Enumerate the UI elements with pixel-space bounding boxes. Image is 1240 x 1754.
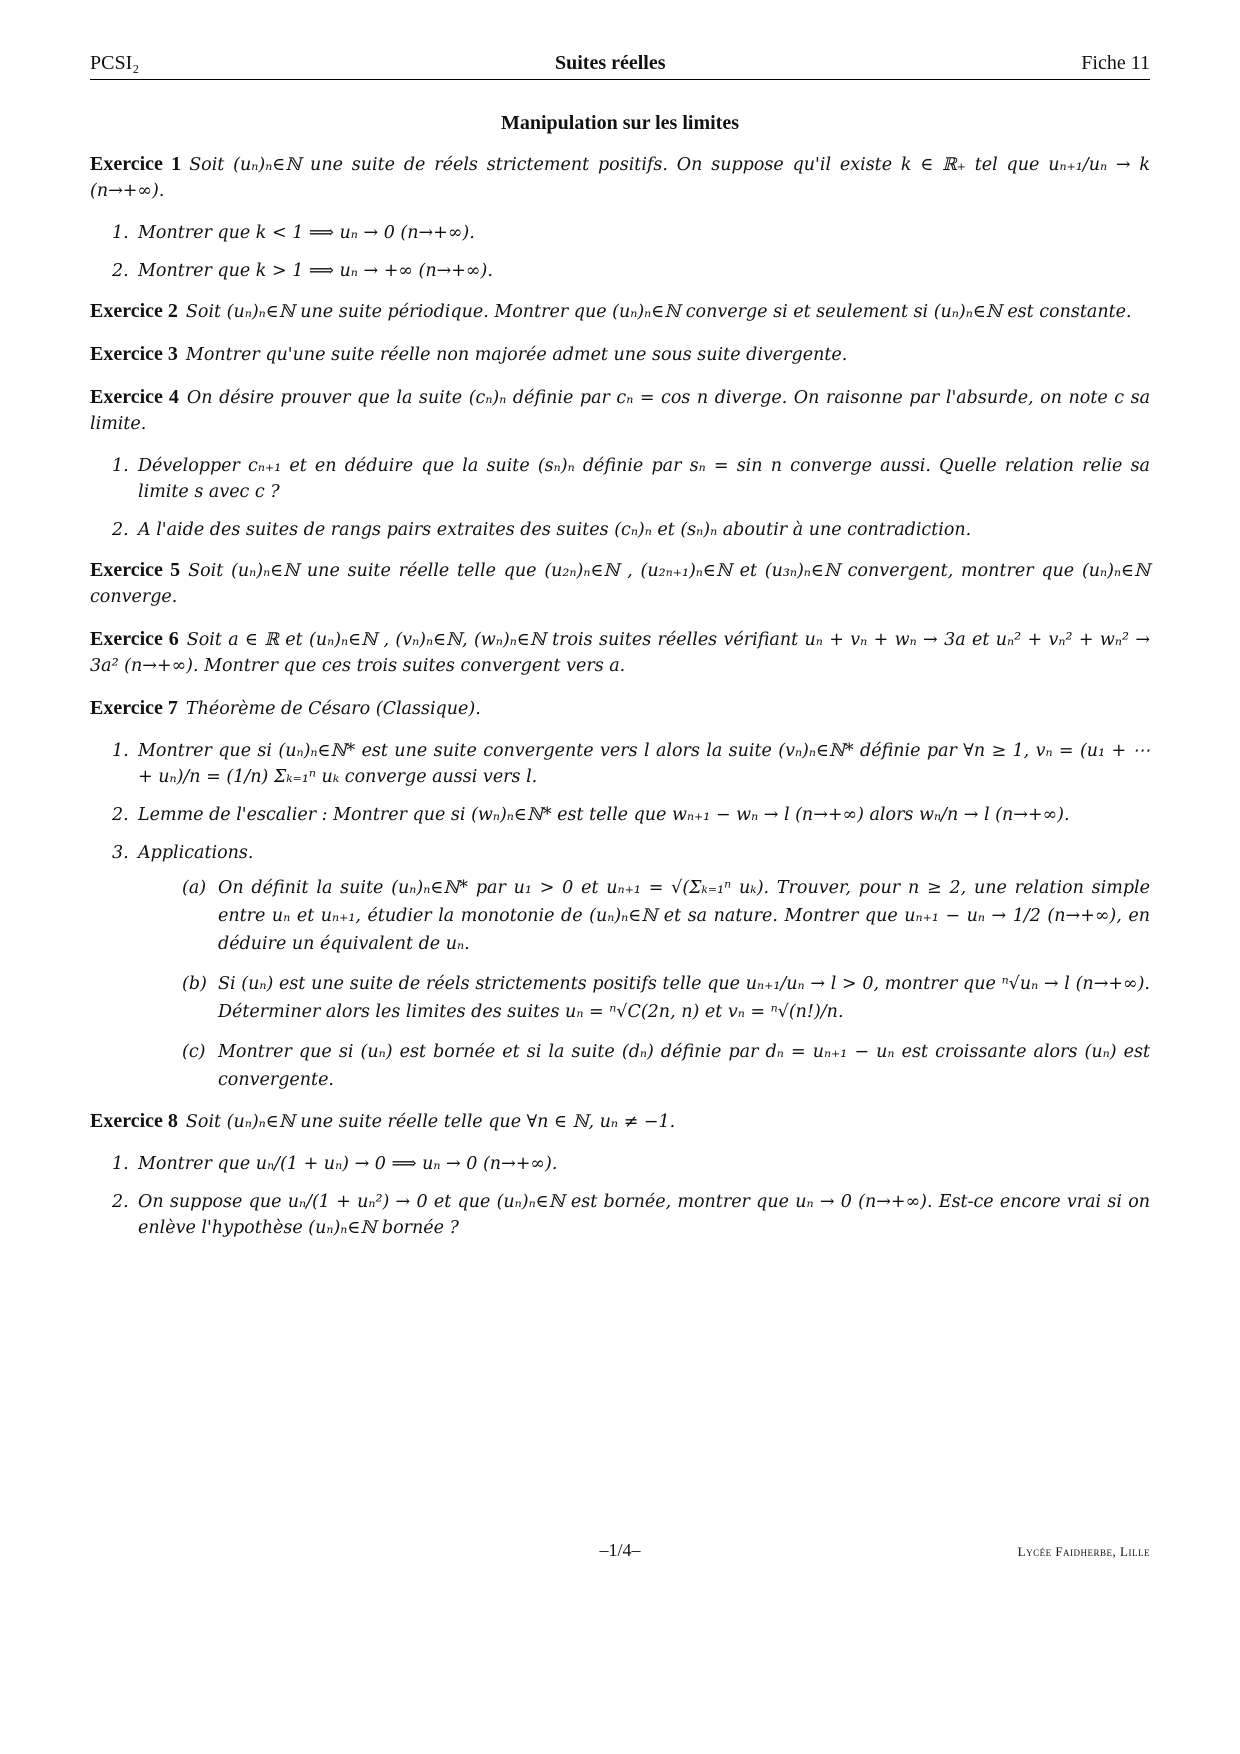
header-sheet-number: Fiche 11 [1081, 52, 1150, 74]
question-item [112, 1151, 1150, 1177]
school-name: Lycée Faidherbe, Lille [1017, 1544, 1150, 1559]
exercise-label: Exercice 6 [90, 628, 179, 650]
application-item [182, 874, 1150, 958]
header-title: Suites réelles [554, 52, 666, 74]
exercise-8-questions [90, 1151, 1150, 1241]
exercise-6 [90, 626, 1150, 679]
question-item [112, 1189, 1150, 1241]
header-class: PCSI₂ [90, 52, 140, 74]
question-number: 2. [112, 520, 129, 540]
exercise-2 [90, 298, 1150, 325]
exercise-statement: Soit (uₙ)ₙ∈ℕ une suite réelle telle que ∀n ∈ ℕ, uₙ ≠ −1. [185, 1112, 676, 1132]
application-letter: (a) [182, 878, 207, 898]
question-number: 2. [112, 261, 129, 281]
exercise-1-questions [90, 220, 1150, 284]
question-item [112, 802, 1150, 828]
application-text: On définit la suite (uₙ)ₙ∈ℕ* par u₁ > 0 et uₙ₊₁ = √(Σₖ₌₁ⁿ uₖ). Trouver, pour n ≥ 2, une relation simple entre uₙ et uₙ₊₁, étudier la monotonie de (uₙ)ₙ∈ℕ et sa nature. Montrer que uₙ₊₁ − uₙ → 1/2 (n→+∞), en déduire un équivalent de uₙ. [218, 878, 1150, 954]
page-footer [90, 1540, 1150, 1570]
application-text: Montrer que si (uₙ) est bornée et si la suite (dₙ) définie par dₙ = uₙ₊₁ − uₙ est croissante alors (uₙ) est convergente. [218, 1042, 1150, 1090]
exercise-7-questions [90, 738, 1150, 1094]
question-number: 2. [112, 1192, 129, 1212]
application-letter: (b) [182, 974, 207, 994]
question-item [112, 738, 1150, 790]
application-letter: (c) [182, 1042, 206, 1062]
exercise-label: Exercice 2 [90, 300, 178, 322]
question-item [112, 453, 1150, 505]
question-text: Montrer que si (uₙ)ₙ∈ℕ* est une suite convergente vers l alors la suite (vₙ)ₙ∈ℕ* définie par ∀n ≥ 1, vₙ = (u₁ + ⋯ + uₙ)/n = (1/n) Σₖ₌₁ⁿ uₖ converge aussi vers l. [138, 741, 1150, 787]
exercise-statement: Théorème de Césaro (Classique). [185, 699, 481, 719]
exercise-label: Exercice 8 [90, 1110, 178, 1132]
question-number: 1. [112, 1154, 129, 1174]
application-item [182, 1038, 1150, 1094]
exercise-7 [90, 695, 1150, 722]
applications-list [138, 874, 1150, 1094]
question-text: A l'aide des suites de rangs pairs extraites des suites (cₙ)ₙ et (sₙ)ₙ aboutir à une contradiction. [138, 520, 972, 540]
exercise-statement: Soit (uₙ)ₙ∈ℕ une suite périodique. Montrer que (uₙ)ₙ∈ℕ converge si et seulement si (uₙ)ₙ∈ℕ est constante. [185, 302, 1132, 322]
application-text: Si (uₙ) est une suite de réels strictements positifs telle que uₙ₊₁/uₙ → l > 0, montrer que ⁿ√uₙ → l (n→+∞). Déterminer alors les limites des suites uₙ = ⁿ√C(2n, n) et vₙ = ⁿ√(n!)/n. [218, 974, 1150, 1022]
question-number: 1. [112, 223, 129, 243]
question-item [112, 258, 1150, 284]
page-header [90, 52, 1150, 80]
question-item [112, 840, 1150, 1094]
exercise-1 [90, 151, 1150, 204]
question-text: Lemme de l'escalier : Montrer que si (wₙ)ₙ∈ℕ* est telle que wₙ₊₁ − wₙ → l (n→+∞) alors wₙ/n → l (n→+∞). [138, 805, 1070, 825]
exercise-statement: Soit (uₙ)ₙ∈ℕ une suite de réels strictement positifs. On suppose qu'il existe k ∈ ℝ₊ tel que uₙ₊₁/uₙ → k (n→+∞). [90, 155, 1150, 201]
exercise-statement: On désire prouver que la suite (cₙ)ₙ définie par cₙ = cos n diverge. On raisonne par l'absurde, on note c sa limite. [90, 388, 1151, 434]
question-number: 1. [112, 456, 129, 476]
exercise-label: Exercice 3 [90, 343, 178, 365]
question-number: 3. [112, 843, 129, 863]
exercise-5 [90, 557, 1150, 610]
question-item [112, 220, 1150, 246]
exercise-3 [90, 341, 1150, 368]
question-number: 1. [112, 741, 129, 761]
question-text: On suppose que uₙ/(1 + uₙ²) → 0 et que (uₙ)ₙ∈ℕ est bornée, montrer que uₙ → 0 (n→+∞). Est-ce encore vrai si on enlève l'hypothèse (uₙ)ₙ∈ℕ bornée ? [138, 1192, 1150, 1238]
page-number: –1/4– [599, 1540, 641, 1560]
exercise-statement: Montrer qu'une suite réelle non majorée admet une sous suite divergente. [185, 345, 848, 365]
exercise-4-questions [90, 453, 1150, 543]
application-item [182, 970, 1150, 1026]
question-text: Applications. [138, 843, 254, 863]
question-text: Montrer que uₙ/(1 + uₙ) → 0 ⟹ uₙ → 0 (n→+∞). [138, 1154, 558, 1174]
exercise-label: Exercice 7 [90, 697, 178, 719]
exercise-statement: Soit a ∈ ℝ et (uₙ)ₙ∈ℕ , (vₙ)ₙ∈ℕ, (wₙ)ₙ∈ℕ trois suites réelles vérifiant uₙ + vₙ + wₙ → 3a et uₙ² + vₙ² + wₙ² → 3a² (n→+∞). Montrer que ces trois suites convergent vers a. [90, 630, 1151, 676]
exercise-8 [90, 1108, 1150, 1135]
question-text: Montrer que k > 1 ⟹ uₙ → +∞ (n→+∞). [138, 261, 493, 281]
question-item [112, 517, 1150, 543]
section-title: Manipulation sur les limites [501, 112, 739, 134]
exercise-label: Exercice 5 [90, 559, 181, 581]
question-text: Développer cₙ₊₁ et en déduire que la suite (sₙ)ₙ définie par sₙ = sin n converge aussi. Quelle relation relie sa limite s avec c ? [138, 456, 1150, 502]
exercise-4 [90, 384, 1150, 437]
question-text: Montrer que k < 1 ⟹ uₙ → 0 (n→+∞). [138, 223, 475, 243]
exercise-label: Exercice 4 [90, 386, 179, 408]
question-number: 2. [112, 805, 129, 825]
exercise-statement: Soit (uₙ)ₙ∈ℕ une suite réelle telle que (u₂ₙ)ₙ∈ℕ , (u₂ₙ₊₁)ₙ∈ℕ et (u₃ₙ)ₙ∈ℕ convergent, montrer que (uₙ)ₙ∈ℕ converge. [90, 561, 1151, 607]
exercise-label: Exercice 1 [90, 153, 182, 175]
